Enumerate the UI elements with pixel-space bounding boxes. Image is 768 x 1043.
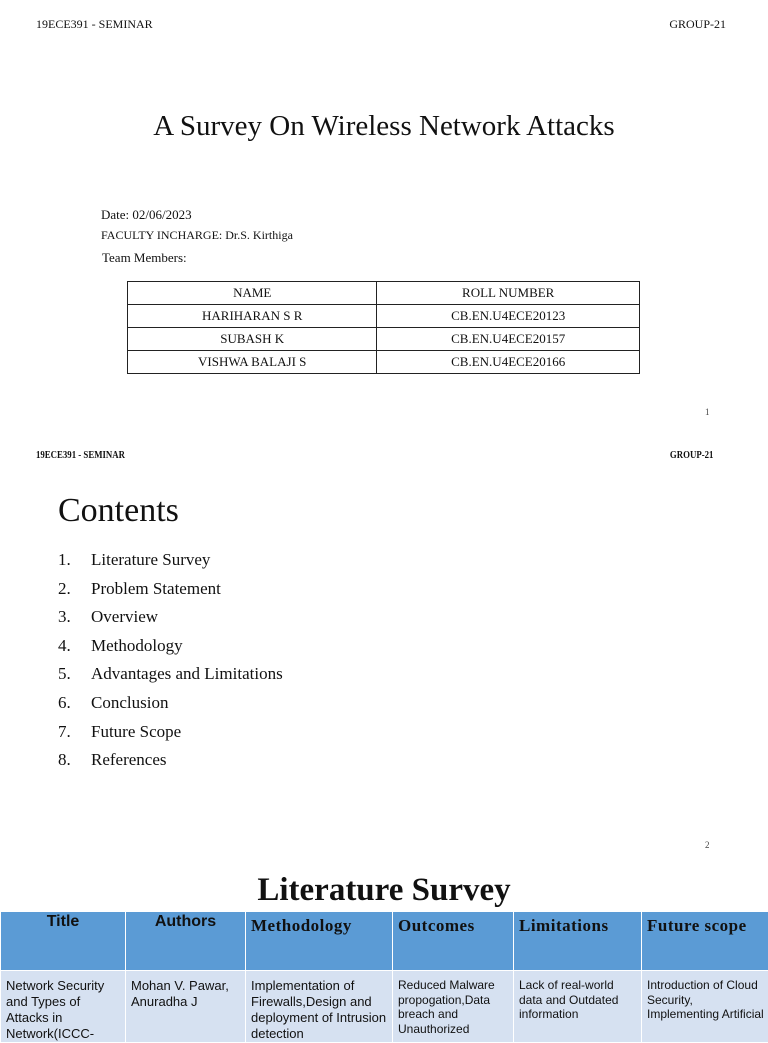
page2-header-right: GROUP-21 [669,450,713,461]
contents-heading: Contents [58,492,179,530]
column-header-title: Title [1,912,126,971]
column-header-authors: Authors [126,912,246,971]
cell-outcomes: Reduced Malware propogation,Data breach and Unauthorized [393,971,514,1043]
literature-table [0,911,768,1043]
team-table [127,281,640,374]
contents-list [58,550,283,779]
team-member-roll: CB.EN.U4ECE20123 [377,305,640,328]
list-item-label: Problem Statement [91,579,221,608]
list-item-label: Advantages and Limitations [91,664,283,693]
list-item-number: 3. [58,607,91,636]
table-row [128,305,640,328]
team-table-header-row [128,282,640,305]
literature-table-header-row [1,912,768,971]
team-member-name: HARIHARAN S R [128,305,377,328]
page1-header-right: GROUP-21 [669,17,726,32]
page1-number: 1 [705,407,710,417]
cell-limitations: Lack of real-world data and Outdated information [514,971,642,1043]
list-item [58,636,283,665]
list-item-number: 1. [58,550,91,579]
list-item [58,693,283,722]
team-member-name: SUBASH K [128,328,377,351]
cell-methodology: Implementation of Firewalls,Design and deployment of Intrusion detection [246,971,393,1043]
list-item-label: References [91,750,167,779]
column-header-methodology: Methodology [246,912,393,971]
list-item-number: 6. [58,693,91,722]
list-item-number: 2. [58,579,91,608]
column-header-future-scope: Future scope [642,912,768,971]
list-item [58,550,283,579]
table-row [1,971,768,1043]
table-row [128,328,640,351]
table-row [128,351,640,374]
list-item-number: 4. [58,636,91,665]
team-header-roll: ROLL NUMBER [377,282,640,305]
list-item [58,750,283,779]
page1-header-left: 19ECE391 - SEMINAR [36,17,153,32]
faculty-line: FACULTY INCHARGE: Dr.S. Kirthiga [101,228,293,243]
page2-header-left: 19ECE391 - SEMINAR [36,450,125,461]
page2-number: 2 [705,840,710,850]
list-item-label: Literature Survey [91,550,210,579]
cell-title: Network Security and Types of Attacks in Network(ICCC- [1,971,126,1043]
list-item [58,722,283,751]
list-item-number: 7. [58,722,91,751]
list-item-label: Future Scope [91,722,181,751]
team-member-name: VISHWA BALAJI S [128,351,377,374]
date-line: Date: 02/06/2023 [101,207,192,223]
list-item [58,664,283,693]
list-item-label: Overview [91,607,158,636]
team-member-roll: CB.EN.U4ECE20166 [377,351,640,374]
cell-future-scope: Introduction of Cloud Security, Implementing Artificial [642,971,768,1043]
list-item-number: 5. [58,664,91,693]
list-item [58,579,283,608]
cell-authors: Mohan V. Pawar, Anuradha J [126,971,246,1043]
list-item-label: Conclusion [91,693,168,722]
team-members-label: Team Members: [102,250,187,266]
list-item-label: Methodology [91,636,183,665]
document-title: A Survey On Wireless Network Attacks [0,110,768,143]
column-header-outcomes: Outcomes [393,912,514,971]
column-header-limitations: Limitations [514,912,642,971]
list-item [58,607,283,636]
literature-survey-heading: Literature Survey [0,872,768,909]
team-member-roll: CB.EN.U4ECE20157 [377,328,640,351]
list-item-number: 8. [58,750,91,779]
team-header-name: NAME [128,282,377,305]
